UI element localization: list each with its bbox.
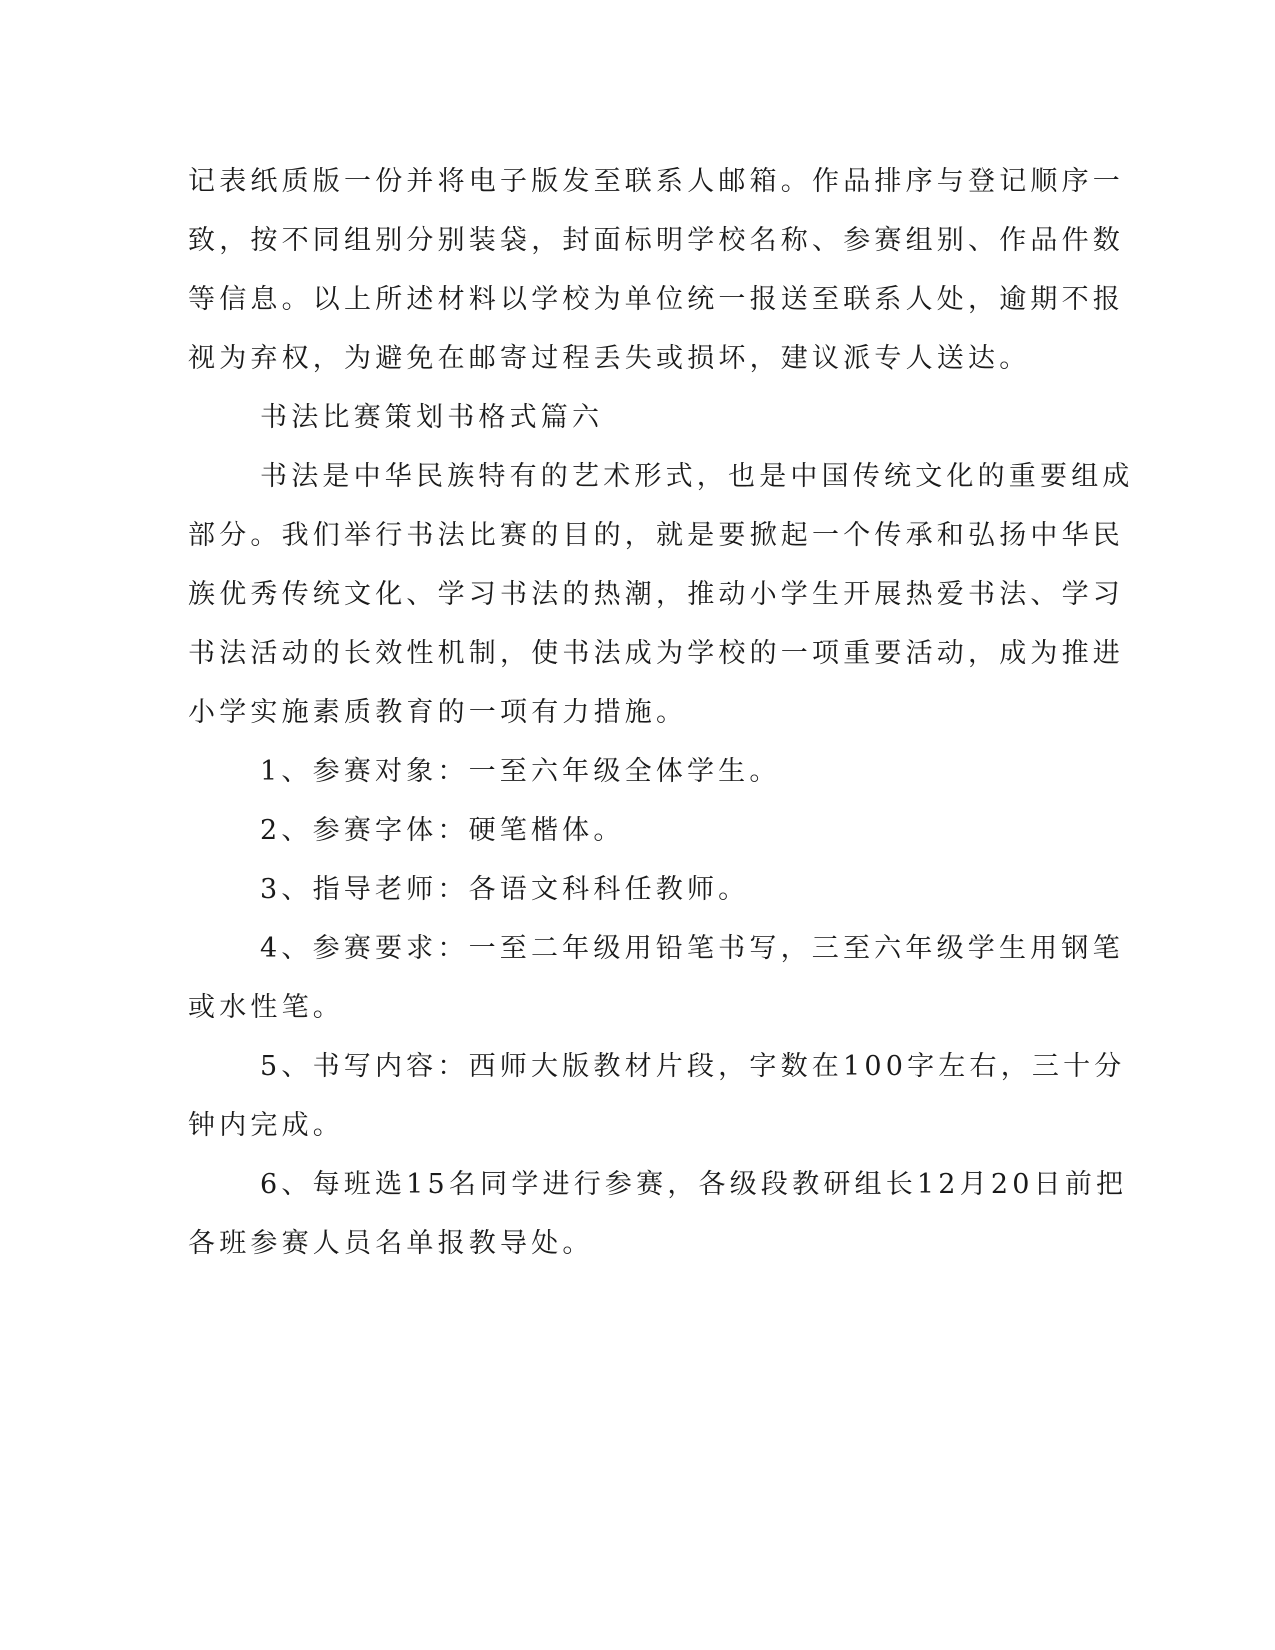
paragraph-line: 书法是中华民族特有的艺术形式，也是中国传统文化的重要组成	[260, 461, 1134, 492]
section-title: 书法比赛策划书格式篇六	[260, 402, 604, 433]
paragraph-line: 族优秀传统文化、学习书法的热潮，推动小学生开展热爱书法、学习	[188, 579, 1124, 610]
paragraph-line: 部分。我们举行书法比赛的目的，就是要掀起一个传承和弘扬中华民	[188, 520, 1124, 551]
paragraph-line: 视为弃权，为避免在邮寄过程丢失或损坏，建议派专人送达。	[188, 343, 1031, 374]
list-item: 1、参赛对象：一至六年级全体学生。	[260, 756, 781, 787]
list-item: 6、每班选15名同学进行参赛，各级段教研组长12月20日前把	[260, 1169, 1128, 1200]
paragraph-line: 致，按不同组别分别装袋，封面标明学校名称、参赛组别、作品件数	[188, 225, 1124, 256]
list-item: 5、书写内容：西师大版教材片段，字数在100字左右，三十分	[260, 1051, 1126, 1082]
list-item: 4、参赛要求：一至二年级用铅笔书写，三至六年级学生用钢笔	[260, 933, 1124, 964]
list-item-continuation: 或水性笔。	[188, 992, 344, 1023]
list-item: 2、参赛字体：硬笔楷体。	[260, 815, 625, 846]
list-item-continuation: 钟内完成。	[188, 1110, 344, 1141]
paragraph-line: 小学实施素质教育的一项有力措施。	[188, 697, 688, 728]
list-item: 3、指导老师：各语文科科任教师。	[260, 874, 750, 905]
paragraph-line: 书法活动的长效性机制，使书法成为学校的一项重要活动，成为推进	[188, 638, 1124, 669]
paragraph-line: 等信息。以上所述材料以学校为单位统一报送至联系人处，逾期不报	[188, 284, 1124, 315]
list-item-continuation: 各班参赛人员名单报教导处。	[188, 1228, 594, 1259]
paragraph-line: 记表纸质版一份并将电子版发至联系人邮箱。作品排序与登记顺序一	[188, 166, 1124, 197]
